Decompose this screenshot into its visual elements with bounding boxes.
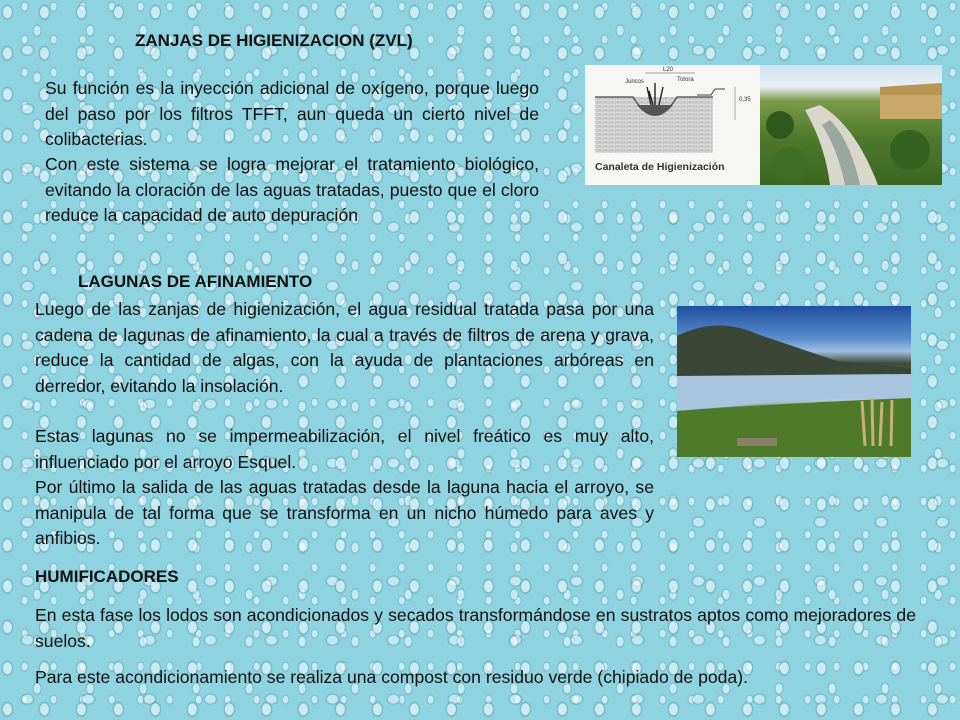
lagunas-paragraph-2: Estas lagunas no se impermeabilización, el nivel freático es muy alto, influenciado por el arroyo Esquel. <box>35 426 654 472</box>
humificadores-paragraph-2: Para este acondicionamiento se realiza una compost con residuo verde (chipiado de poda). <box>35 667 748 687</box>
diagram-juncos-label: Juncos <box>625 79 645 85</box>
diagram-width-label: L20 <box>663 67 674 73</box>
diagram-totora-label: Totora <box>677 77 694 83</box>
diagram-depth-label: 0,35 <box>739 97 751 103</box>
lagunas-paragraph-1: Luego de las zanjas de higienización, el agua residual tratada pasa por una cadena de lagunas de afinamiento, la cual a través de filtros de arena y grava, reduce la cantidad de algas, con la ayuda de plantaciones arbóreas en derredor, evitando la insolación. <box>35 299 654 396</box>
zanjas-paragraph-1: Su función es la inyección adicional de oxígeno, porque luego del paso por los filtros TFFT, aun queda un cierto nivel de colibacterias. <box>45 78 539 149</box>
diagram-caption: Canaleta de Higienización <box>595 161 725 173</box>
lagunas-paragraph-3: Por último la salida de las aguas tratadas desde la laguna hacia el arroyo, se manipula de tal forma que se transforma en un nicho húmedo para aves y anfibios. <box>35 477 654 548</box>
zanjas-heading: ZANJAS DE HIGIENIZACION (ZVL) <box>135 31 413 50</box>
lagoon-photo <box>677 306 911 457</box>
canal-photo <box>760 65 942 185</box>
canal-photo-drawing <box>760 65 942 185</box>
lagunas-heading: LAGUNAS DE AFINAMIENTO <box>78 272 313 291</box>
zanjas-paragraph-2: Con este sistema se logra mejorar el tratamiento biológico, evitando la cloración de las aguas tratadas, puesto que el cloro reduce la capacidad de auto depuración <box>45 154 539 225</box>
humificadores-paragraph-1: En esta fase los lodos son acondicionados y secados transformándose en sustratos aptos como mejoradores de suelos. <box>35 605 916 651</box>
lagoon-photo-drawing <box>677 306 911 457</box>
canaleta-diagram-image <box>585 65 760 185</box>
humificadores-heading: HUMIFICADORES <box>35 567 179 586</box>
